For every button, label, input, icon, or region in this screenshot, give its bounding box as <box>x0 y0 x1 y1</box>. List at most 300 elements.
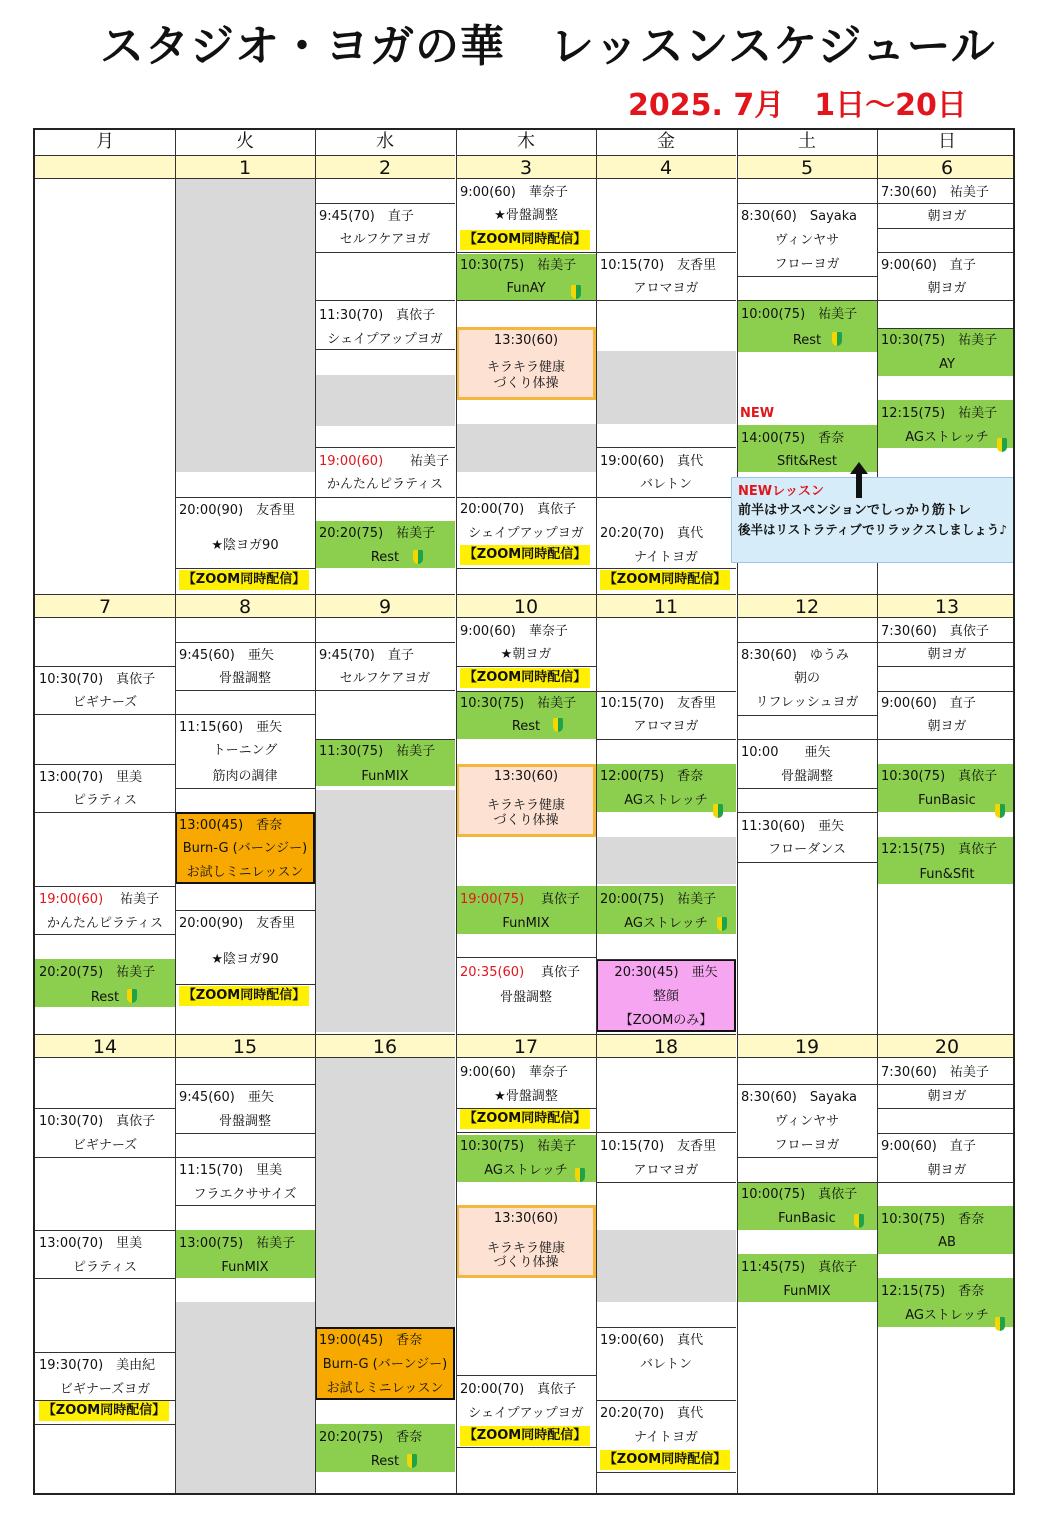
lesson-text: 10:30(75) 香奈 <box>881 1212 985 1227</box>
lesson-text: 9:00(60) 華奈子 <box>460 1065 568 1080</box>
lesson-text: アロマヨガ <box>633 719 699 734</box>
weekday-header: 木 <box>456 130 596 156</box>
weekday-header: 日 <box>877 130 1015 156</box>
weekday-header: 金 <box>596 130 736 156</box>
column-divider <box>315 130 316 1493</box>
empty-slot <box>456 424 596 472</box>
lesson-text: ナイトヨガ <box>633 550 699 565</box>
lesson-text: Sfit&Rest <box>777 454 837 469</box>
lesson-text: 9:45(70) 直子 <box>319 209 414 224</box>
weekday-header: 水 <box>315 130 455 156</box>
empty-slot <box>315 790 455 1032</box>
lesson-text: 7:30(60) 祐美子 <box>881 1065 989 1080</box>
zoom-badge: 【ZOOM同時配信】 <box>39 1401 169 1421</box>
row-divider <box>35 886 175 887</box>
beginner-mark-icon <box>407 1454 418 1468</box>
lesson-text: トーニング <box>212 743 278 758</box>
lesson-text: ビギナーズ <box>72 1138 138 1153</box>
beginner-mark-icon <box>713 804 724 818</box>
day-number: 6 <box>877 155 1015 179</box>
beginner-mark-icon <box>717 917 728 931</box>
day-number: 1 <box>175 155 315 179</box>
lesson-text: 19:30(70) 美由紀 <box>39 1358 156 1373</box>
beginner-mark-icon <box>553 718 564 732</box>
row-divider <box>737 1084 877 1085</box>
row-divider <box>456 691 596 692</box>
row-divider <box>877 1133 1015 1134</box>
day-number: 5 <box>737 155 877 179</box>
day-number: 14 <box>35 1034 175 1058</box>
lesson-text: シェイプアップヨガ <box>468 526 584 541</box>
lesson-text: 12:15(75) 香奈 <box>881 1284 985 1299</box>
lesson-text: バレトン <box>639 1357 692 1372</box>
beginner-mark-icon <box>575 1168 586 1182</box>
weekday-header: 土 <box>737 130 877 156</box>
lesson-text: 骨盤調整 <box>499 990 552 1005</box>
lesson-text: リフレッシュヨガ <box>755 695 859 710</box>
day-number: 18 <box>596 1034 736 1058</box>
weekday-header: 月 <box>35 130 175 156</box>
column-divider <box>596 130 597 1493</box>
zoom-badge: 【ZOOM同時配信】 <box>460 1426 590 1446</box>
lesson-text: 朝の <box>793 671 820 686</box>
row-divider <box>175 910 315 911</box>
lesson-text: 11:15(70) 里美 <box>179 1163 283 1178</box>
lesson-text: 19:00(60) 真代 <box>600 1333 704 1348</box>
lesson-text: キラキラ健康 <box>486 798 565 813</box>
row-divider <box>737 300 877 301</box>
lesson-text: ナイトヨガ <box>633 1430 699 1445</box>
lesson-text: 10:30(75) 真依子 <box>881 769 998 784</box>
lesson-text: ★骨盤調整 <box>494 208 558 223</box>
lesson-text: 10:30(70) 真依子 <box>39 1114 156 1129</box>
day-number <box>35 155 175 179</box>
lesson-text: 12:15(75) 祐美子 <box>881 406 998 421</box>
lesson-text: セルフケアヨガ <box>339 232 431 247</box>
beginner-mark-icon <box>995 804 1006 818</box>
lesson-text: Fun&Sfit <box>919 867 975 882</box>
row-divider <box>737 276 877 277</box>
day-number: 8 <box>175 594 315 618</box>
row-divider <box>175 1157 315 1158</box>
row-divider <box>35 764 175 765</box>
row-divider <box>315 642 455 643</box>
lesson-text: FunMIX <box>502 916 550 931</box>
lesson-text: AY <box>939 357 955 372</box>
lesson-text: AGストレッチ <box>624 916 708 931</box>
lesson-text: 11:30(70) 真依子 <box>319 308 436 323</box>
zoom-only-badge: 【ZOOMのみ】 <box>619 1013 713 1028</box>
lesson-text: 20:00(70) 真依子 <box>460 502 577 517</box>
row-divider <box>315 300 455 301</box>
lesson-text: 骨盤調整 <box>218 671 271 686</box>
beginner-mark-icon <box>413 550 424 564</box>
row-divider <box>877 1182 1015 1183</box>
empty-slot <box>596 837 736 884</box>
row-divider <box>35 1424 175 1425</box>
row-divider <box>737 715 877 716</box>
lesson-text: フローダンス <box>768 842 846 857</box>
lesson-text: お試しミニレッスン <box>326 1381 444 1396</box>
lesson-text: 20:00(70) 真依子 <box>460 1382 577 1397</box>
page-title: スタジオ・ヨガの華 レッスンスケジュール <box>100 21 996 72</box>
lesson-text: 13:00(75) 祐美子 <box>179 1236 296 1251</box>
row-divider <box>737 812 877 813</box>
lesson-text: 11:30(75) 祐美子 <box>319 744 436 759</box>
lesson-text: フローヨガ <box>774 1138 840 1153</box>
row-divider <box>175 1133 315 1134</box>
row-divider <box>35 1230 175 1231</box>
lesson-text: FunBasic <box>918 793 976 808</box>
row-divider <box>175 642 315 643</box>
row-divider <box>877 203 1015 204</box>
row-divider <box>315 203 455 204</box>
day-number: 13 <box>877 594 1015 618</box>
row-divider <box>596 252 736 253</box>
row-divider <box>596 497 736 498</box>
lesson-text: 20:00(90) 友香里 <box>179 503 296 518</box>
row-divider <box>456 300 596 301</box>
column-divider <box>175 130 176 1493</box>
row-divider <box>877 691 1015 692</box>
row-divider <box>456 1132 596 1133</box>
lesson-text: 13:30(60) <box>493 769 559 784</box>
row-divider <box>596 1400 736 1401</box>
lesson-text: バレトン <box>639 477 692 492</box>
lesson-text: アロマヨガ <box>633 281 699 296</box>
row-divider <box>596 300 736 301</box>
new-tag: NEW <box>740 406 775 421</box>
lesson-text: Rest <box>90 990 120 1005</box>
day-number: 16 <box>315 1034 455 1058</box>
row-divider <box>877 1084 1015 1085</box>
row-divider <box>456 1447 596 1448</box>
row-divider <box>596 691 736 692</box>
lesson-text: 10:15(70) 友香里 <box>600 258 717 273</box>
row-divider <box>456 666 596 667</box>
lesson-text: 9:00(60) 華奈子 <box>460 624 568 639</box>
date-range: 2025. 7月 1日～20日 <box>628 88 967 123</box>
row-divider <box>175 788 315 789</box>
zoom-badge: 【ZOOM同時配信】 <box>179 986 309 1006</box>
beginner-mark-icon <box>571 285 582 299</box>
column-divider <box>737 130 738 1493</box>
beginner-mark-icon <box>854 1214 865 1228</box>
lesson-text: 朝ヨガ <box>927 209 967 224</box>
lesson-text: 10:30(70) 真依子 <box>39 672 156 687</box>
lesson-text: 12:00(75) 香奈 <box>600 769 704 784</box>
lesson-text: 13:00(45) 香奈 <box>179 818 283 833</box>
lesson-text: ヴィンヤサ <box>774 1114 840 1129</box>
lesson-text: 20:20(75) 香奈 <box>319 1430 423 1445</box>
lesson-text: 朝ヨガ <box>927 1163 967 1178</box>
row-divider <box>175 497 315 498</box>
notice-title: NEWレッスン <box>738 484 824 499</box>
lesson-text: 9:00(60) 華奈子 <box>460 185 568 200</box>
up-arrow-icon <box>856 472 862 498</box>
lesson-text: 骨盤調整 <box>218 1114 271 1129</box>
empty-slot <box>315 375 455 426</box>
empty-slot <box>175 179 315 472</box>
lesson-text: 朝ヨガ <box>927 647 967 662</box>
lesson-text: 9:45(60) 亜矢 <box>179 648 274 663</box>
row-divider <box>315 252 455 253</box>
empty-slot <box>175 1302 315 1495</box>
lesson-text: 祐美子 <box>410 454 450 469</box>
row-divider <box>175 568 315 569</box>
row-divider <box>456 497 596 498</box>
lesson-text: 20:20(70) 真代 <box>600 526 704 541</box>
row-divider <box>35 1157 175 1158</box>
row-divider <box>877 300 1015 301</box>
row-divider <box>596 1182 736 1183</box>
beginner-mark-icon <box>127 989 138 1003</box>
lesson-text: FunMIX <box>361 769 409 784</box>
beginner-mark-icon <box>997 438 1008 452</box>
zoom-badge: 【ZOOM同時配信】 <box>460 1109 590 1129</box>
lesson-text: 13:30(60) <box>493 1211 559 1226</box>
day-number: 11 <box>596 594 736 618</box>
day-number: 17 <box>456 1034 596 1058</box>
lesson-text: 整顔 <box>652 989 679 1004</box>
lesson-text: セルフケアヨガ <box>339 671 431 686</box>
row-divider <box>35 812 175 813</box>
lesson-text: 筋肉の調律 <box>212 769 278 784</box>
lesson-text: キラキラ健康 <box>486 360 565 375</box>
lesson-text: FunBasic <box>778 1211 836 1226</box>
day-number: 10 <box>456 594 596 618</box>
notice-line: 後半はリストラティブでリラックスしましょう♪ <box>738 522 1008 537</box>
row-divider <box>877 1108 1015 1109</box>
lesson-text: アロマヨガ <box>633 1163 699 1178</box>
row-divider <box>315 447 455 448</box>
lesson-text: ビギナーズヨガ <box>59 1382 151 1397</box>
row-divider <box>315 739 455 740</box>
column-divider <box>877 130 878 1493</box>
row-divider <box>456 252 596 253</box>
lesson-text: づくり体操 <box>493 813 559 828</box>
row-divider <box>877 252 1015 253</box>
zoom-badge: 【ZOOM同時配信】 <box>460 230 590 250</box>
lesson-text: FunMIX <box>221 1260 269 1275</box>
lesson-text: 10:30(75) 祐美子 <box>460 1139 577 1154</box>
row-divider <box>596 568 736 569</box>
row-divider <box>737 788 877 789</box>
beginner-mark-icon <box>832 332 843 346</box>
lesson-text: ★陰ヨガ90 <box>211 952 279 967</box>
lesson-text: 8:30(60) Sayaka <box>741 1090 858 1105</box>
lesson-text: 朝ヨガ <box>927 1089 967 1104</box>
column-divider <box>456 130 457 1493</box>
lesson-text: 朝ヨガ <box>927 281 967 296</box>
zoom-badge: 【ZOOM同時配信】 <box>460 668 590 688</box>
lesson-text: 11:45(75) 真依子 <box>741 1260 858 1275</box>
lesson-text: 10:30(75) 祐美子 <box>881 333 998 348</box>
lesson-text: 14:00(75) 香奈 <box>741 431 845 446</box>
lesson-text: 10:15(70) 友香里 <box>600 696 717 711</box>
lesson-text: 9:00(60) 直子 <box>881 1139 976 1154</box>
empty-slot <box>596 351 736 424</box>
lesson-text: フラエクササイズ <box>193 1187 297 1202</box>
lesson-text: ピラティス <box>73 1260 137 1275</box>
row-divider <box>596 1132 736 1133</box>
zoom-badge: 【ZOOM同時配信】 <box>179 570 309 590</box>
lesson-text: 7:30(60) 祐美子 <box>881 185 989 200</box>
lesson-text: AGストレッチ <box>624 793 708 808</box>
lesson-text: 真依子 <box>541 892 581 907</box>
notice-line: 前半はサスペンションでしっかり筋トレ <box>738 503 971 518</box>
lesson-text: フローヨガ <box>774 257 840 272</box>
lesson-text: 10:30(75) 祐美子 <box>460 258 577 273</box>
row-divider <box>456 1375 596 1376</box>
row-divider <box>877 328 1015 329</box>
lesson-text: 9:00(60) 直子 <box>881 258 976 273</box>
lesson-text: づくり体操 <box>493 1255 559 1270</box>
row-divider <box>175 1205 315 1206</box>
lesson-text: 19:00(75) <box>460 892 525 907</box>
row-divider <box>35 666 175 667</box>
lesson-text: かんたんピラティス <box>327 477 443 492</box>
lesson-text: シェイプアップヨガ <box>468 1406 584 1421</box>
row-divider <box>737 203 877 204</box>
day-number: 7 <box>35 594 175 618</box>
row-divider <box>35 934 175 935</box>
lesson-text: AGストレッチ <box>484 1163 568 1178</box>
lesson-text: 19:00(60) <box>319 454 384 469</box>
lesson-text: Burn-G (バーンジー) <box>322 1357 448 1372</box>
row-divider <box>35 1278 175 1279</box>
row-divider <box>737 642 877 643</box>
lesson-text: 19:00(60) <box>39 892 104 907</box>
day-number: 9 <box>315 594 455 618</box>
lesson-text: 9:00(60) 直子 <box>881 696 976 711</box>
row-divider <box>35 1352 175 1353</box>
lesson-text: 骨盤調整 <box>780 769 833 784</box>
row-divider <box>737 1157 877 1158</box>
lesson-text: お試しミニレッスン <box>186 865 304 880</box>
weekday-header: 火 <box>175 130 315 156</box>
lesson-text: 8:30(60) Sayaka <box>741 209 858 224</box>
row-divider <box>35 714 175 715</box>
lesson-text: 9:45(70) 直子 <box>319 648 414 663</box>
lesson-text: づくり体操 <box>493 376 559 391</box>
row-divider <box>737 739 877 740</box>
lesson-text: 10:00 亜矢 <box>741 745 831 760</box>
row-divider <box>737 862 877 863</box>
lesson-text: AB <box>938 1235 956 1250</box>
row-divider <box>175 714 315 715</box>
lesson-text: ビギナーズ <box>72 695 138 710</box>
day-number: 4 <box>596 155 736 179</box>
row-divider <box>175 690 315 691</box>
lesson-text: 13:30(60) <box>493 333 559 348</box>
lesson-text: 20:20(70) 真代 <box>600 1406 704 1421</box>
row-divider <box>315 349 455 350</box>
lesson-text: 20:20(75) 祐美子 <box>319 526 436 541</box>
zoom-badge: 【ZOOM同時配信】 <box>460 545 590 565</box>
lesson-text: かんたんピラティス <box>47 916 163 931</box>
empty-slot <box>596 1230 736 1302</box>
lesson-text: ★陰ヨガ90 <box>211 538 279 553</box>
row-divider <box>877 739 1015 740</box>
day-number: 15 <box>175 1034 315 1058</box>
row-divider <box>877 666 1015 667</box>
lesson-text: Rest <box>370 1454 400 1469</box>
lesson-text: Rest <box>370 550 400 565</box>
lesson-text: ★朝ヨガ <box>500 647 552 662</box>
row-divider <box>315 497 455 498</box>
zoom-badge: 【ZOOM同時配信】 <box>600 570 730 590</box>
row-divider <box>596 1327 736 1328</box>
lesson-text: Rest <box>511 719 541 734</box>
lesson-text: ヴィンヤサ <box>774 233 840 248</box>
lesson-text: ★骨盤調整 <box>494 1089 558 1104</box>
row-divider <box>596 739 736 740</box>
beginner-mark-icon <box>995 1317 1006 1331</box>
lesson-text: 8:30(60) ゆうみ <box>741 648 849 663</box>
lesson-text: 10:00(75) 真依子 <box>741 1187 858 1202</box>
lesson-text: キラキラ健康 <box>486 1241 565 1256</box>
lesson-text: 20:00(90) 友香里 <box>179 916 296 931</box>
row-divider <box>596 1472 736 1473</box>
row-divider <box>175 984 315 985</box>
day-number: 19 <box>737 1034 877 1058</box>
schedule-grid <box>33 128 1015 1495</box>
row-divider <box>877 228 1015 229</box>
lesson-text: 10:30(75) 祐美子 <box>460 696 577 711</box>
zoom-badge: 【ZOOM同時配信】 <box>600 1450 730 1470</box>
lesson-text: 12:15(75) 真依子 <box>881 842 998 857</box>
lesson-text: FunAY <box>506 281 546 296</box>
lesson-text: AGストレッチ <box>905 1308 989 1323</box>
row-divider <box>456 957 596 958</box>
lesson-text: 19:00(60) 真代 <box>600 454 704 469</box>
row-divider <box>175 1084 315 1085</box>
lesson-text: 20:20(75) 祐美子 <box>39 965 156 980</box>
day-number: 12 <box>737 594 877 618</box>
row-divider <box>737 1182 877 1183</box>
lesson-text: 19:00(45) 香奈 <box>319 1333 423 1348</box>
lesson-text: 祐美子 <box>120 892 160 907</box>
lesson-text: 10:15(70) 友香里 <box>600 1139 717 1154</box>
lesson-text: ピラティス <box>73 793 137 808</box>
lesson-text: 20:35(60) <box>460 965 525 980</box>
row-divider <box>315 690 455 691</box>
day-number: 20 <box>877 1034 1015 1058</box>
lesson-text: 13:00(70) 里美 <box>39 1236 143 1251</box>
lesson-text: Rest <box>792 333 822 348</box>
day-number: 2 <box>315 155 455 179</box>
lesson-text: 13:00(70) 里美 <box>39 770 143 785</box>
empty-slot <box>315 1058 455 1327</box>
row-divider <box>877 642 1015 643</box>
lesson-text: 真依子 <box>541 965 581 980</box>
lesson-text: 20:00(75) 祐美子 <box>600 892 717 907</box>
lesson-text: 10:00(75) 祐美子 <box>741 307 858 322</box>
lesson-text: 9:45(60) 亜矢 <box>179 1090 274 1105</box>
lesson-text: 11:30(60) 亜矢 <box>741 819 845 834</box>
row-divider <box>596 959 736 960</box>
lesson-text: 7:30(60) 真依子 <box>881 624 989 639</box>
row-divider <box>35 1108 175 1109</box>
lesson-text: 朝ヨガ <box>927 719 967 734</box>
lesson-text: FunMIX <box>783 1284 831 1299</box>
row-divider <box>596 447 736 448</box>
day-number: 3 <box>456 155 596 179</box>
lesson-text: 20:30(45) 亜矢 <box>614 965 718 980</box>
lesson-text: 11:15(60) 亜矢 <box>179 720 283 735</box>
lesson-text: AGストレッチ <box>905 430 989 445</box>
